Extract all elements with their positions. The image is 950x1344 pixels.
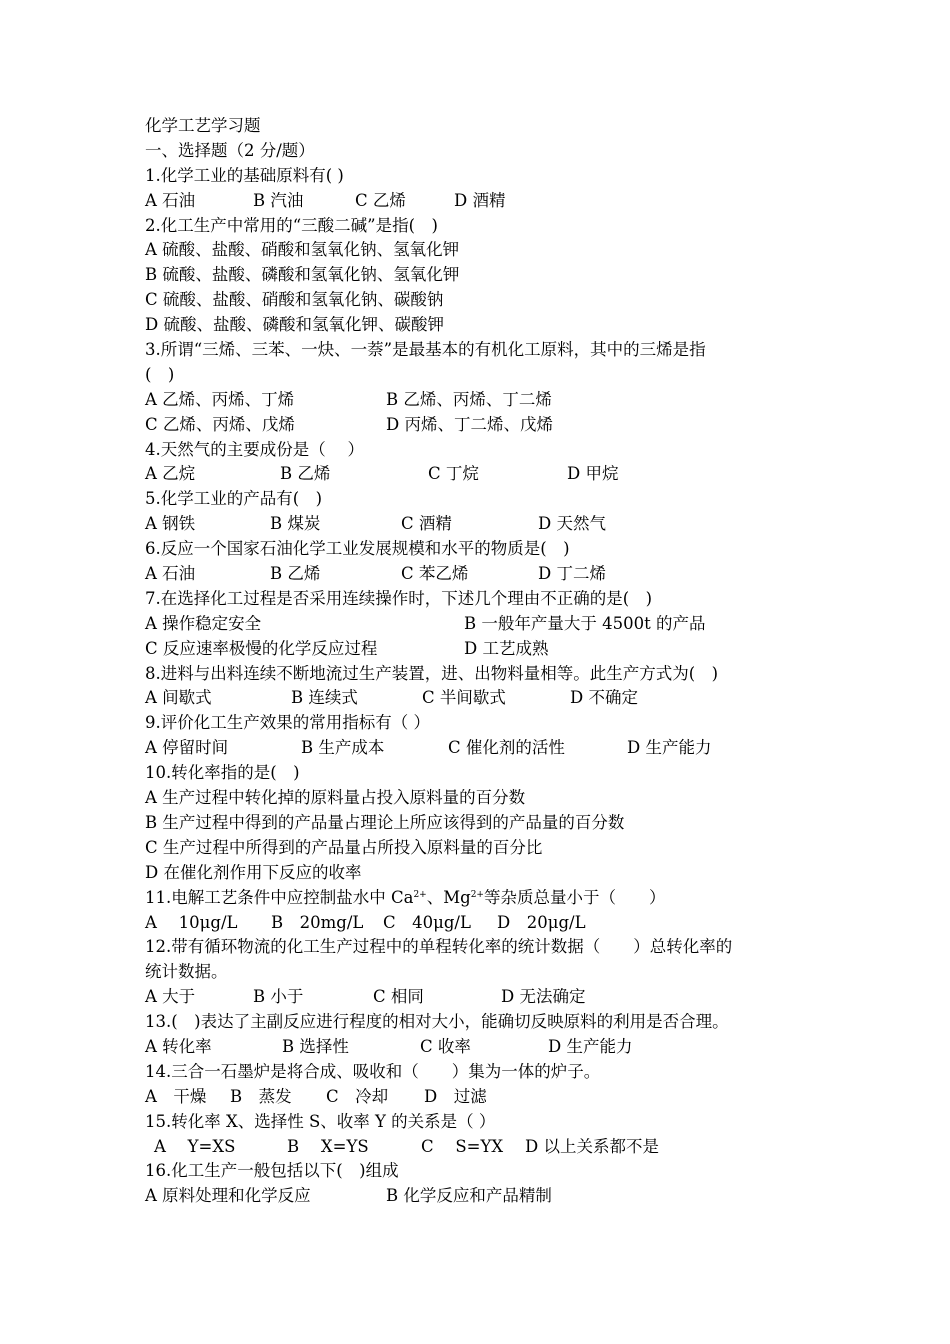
q16-option-b: B 化学反应和产品精制 bbox=[386, 1186, 552, 1206]
q2-option-d: D 硫酸、盐酸、磷酸和氢氧化钾、碳酸钾 bbox=[145, 315, 444, 335]
q7-option-b: B 一般年产量大于 4500t 的产品 bbox=[464, 613, 706, 633]
question-11-stem bbox=[145, 886, 825, 911]
q10-option-d: D 在催化剂作用下反应的收率 bbox=[145, 862, 362, 882]
question-5-options bbox=[145, 512, 825, 537]
question-1-stem: 1.化学工业的基础原料有( ) bbox=[145, 165, 344, 185]
q11-stem-part3: 等杂质总量小于（ ） bbox=[483, 887, 666, 907]
question-8-options bbox=[145, 686, 825, 711]
q1-option-d: D 酒精 bbox=[454, 190, 506, 210]
q15-option-b: B X=YS bbox=[287, 1136, 369, 1156]
question-7-stem: 7.在选择化工过程是否采用连续操作时，下述几个理由不正确的是( ) bbox=[145, 588, 653, 608]
q1-option-c: C 乙烯 bbox=[355, 190, 406, 210]
q13-option-d: D 生产能力 bbox=[548, 1036, 633, 1056]
question-1-options bbox=[145, 189, 825, 214]
question-15-options bbox=[145, 1135, 825, 1160]
question-16-options bbox=[145, 1184, 825, 1209]
q12-option-c: C 相同 bbox=[373, 987, 424, 1007]
q13-option-b: B 选择性 bbox=[282, 1036, 349, 1056]
question-9-stem: 9.评价化工生产效果的常用指标有（ ） bbox=[145, 713, 430, 733]
q16-option-a: A 原料处理和化学反应 bbox=[145, 1186, 311, 1206]
q7-option-a: A 操作稳定安全 bbox=[145, 613, 262, 633]
question-7-options-row1 bbox=[145, 612, 825, 637]
q8-option-d: D 不确定 bbox=[570, 688, 638, 708]
q11-stem-part1: 11.电解工艺条件中应控制盐水中 Ca bbox=[145, 887, 414, 907]
q3-option-a: A 乙烯、丙烯、丁烯 bbox=[145, 389, 295, 409]
q4-option-d: D 甲烷 bbox=[567, 464, 619, 484]
question-5-stem: 5.化学工业的产品有( ) bbox=[145, 489, 323, 509]
q5-option-b: B 煤炭 bbox=[270, 514, 321, 534]
q11-option-a: A 10μg/L bbox=[145, 912, 238, 932]
question-3-options-row1 bbox=[145, 388, 825, 413]
question-14-stem: 14.三合一石墨炉是将合成、吸收和（ ）集为一体的炉子。 bbox=[145, 1061, 601, 1081]
question-12-stem-cont: 统计数据。 bbox=[145, 962, 228, 982]
q15-option-d: D 以上关系都不是 bbox=[525, 1136, 659, 1156]
q4-option-a: A 乙烷 bbox=[145, 464, 196, 484]
q2-option-c: C 硫酸、盐酸、硝酸和氢氧化钠、碳酸钠 bbox=[145, 290, 444, 310]
question-8-stem: 8.进料与出料连续不断地流过生产装置，进、出物料量相等。此生产方式为( ) bbox=[145, 663, 719, 683]
q14-option-b: B 蒸发 bbox=[230, 1086, 292, 1106]
q9-option-a: A 停留时间 bbox=[145, 738, 229, 758]
q8-option-b: B 连续式 bbox=[291, 688, 358, 708]
question-15-stem: 15.转化率 X、选择性 S、收率 Y 的关系是（ ） bbox=[145, 1111, 496, 1131]
q9-option-c: C 催化剂的活性 bbox=[448, 738, 565, 758]
q2-option-b: B 硫酸、盐酸、磷酸和氢氧化钠、氢氧化钾 bbox=[145, 265, 460, 285]
question-6-stem: 6.反应一个国家石油化学工业发展规模和水平的物质是( ) bbox=[145, 539, 570, 559]
q3-option-d: D 丙烯、丁二烯、戊烯 bbox=[386, 414, 553, 434]
question-9-options bbox=[145, 736, 825, 761]
q15-option-a: A Y=XS bbox=[154, 1136, 236, 1156]
question-3-stem: 3.所谓“三烯、三苯、一炔、一萘”是最基本的有机化工原料，其中的三烯是指 bbox=[145, 340, 706, 360]
question-10-stem: 10.转化率指的是( ) bbox=[145, 763, 300, 783]
q15-option-c: C S=YX bbox=[421, 1136, 504, 1156]
q4-option-b: B 乙烯 bbox=[280, 464, 331, 484]
q6-option-a: A 石油 bbox=[145, 564, 196, 584]
q11-sup-mg: 2+ bbox=[470, 889, 484, 900]
q9-option-d: D 生产能力 bbox=[627, 738, 712, 758]
q5-option-c: C 酒精 bbox=[401, 514, 452, 534]
q12-option-a: A 大于 bbox=[145, 987, 196, 1007]
question-12-stem: 12.带有循环物流的化工生产过程中的单程转化率的统计数据（ ）总转化率的 bbox=[145, 937, 733, 957]
section-heading: 一、选择题（2 分/题） bbox=[145, 140, 315, 160]
q3-option-c: C 乙烯、丙烯、戊烯 bbox=[145, 414, 295, 434]
q10-option-b: B 生产过程中得到的产品量占理论上所应该得到的产品量的百分数 bbox=[145, 812, 625, 832]
question-11-options bbox=[145, 911, 825, 936]
question-13-stem: 13.( )表达了主副反应进行程度的相对大小，能确切反映原料的利用是否合理。 bbox=[145, 1012, 729, 1032]
q5-option-a: A 钢铁 bbox=[145, 514, 196, 534]
q2-option-a: A 硫酸、盐酸、硝酸和氢氧化钠、氢氧化钾 bbox=[145, 240, 460, 260]
question-16-stem: 16.化工生产一般包括以下( )组成 bbox=[145, 1161, 399, 1181]
q8-option-c: C 半间歇式 bbox=[422, 688, 506, 708]
document-content bbox=[145, 114, 825, 1209]
q6-option-d: D 丁二烯 bbox=[538, 564, 606, 584]
q14-option-a: A 干燥 bbox=[145, 1086, 207, 1106]
q13-option-a: A 转化率 bbox=[145, 1036, 212, 1056]
question-4-options bbox=[145, 462, 825, 487]
question-3-options-row2 bbox=[145, 413, 825, 438]
q4-option-c: C 丁烷 bbox=[428, 464, 479, 484]
q13-option-c: C 收率 bbox=[420, 1036, 471, 1056]
q10-option-a: A 生产过程中转化掉的原料量占投入原料量的百分数 bbox=[145, 788, 526, 808]
question-12-options bbox=[145, 985, 825, 1010]
question-14-options bbox=[145, 1085, 825, 1110]
q11-sup-ca: 2+ bbox=[413, 889, 427, 900]
q11-option-d: D 20μg/L bbox=[497, 912, 586, 932]
q14-option-d: D 过滤 bbox=[424, 1086, 487, 1106]
q11-stem-part2: 、Mg bbox=[426, 887, 471, 907]
q1-option-b: B 汽油 bbox=[253, 190, 304, 210]
q9-option-b: B 生产成本 bbox=[301, 738, 385, 758]
q1-option-a: A 石油 bbox=[145, 190, 196, 210]
q14-option-c: C 冷却 bbox=[326, 1086, 389, 1106]
q12-option-d: D 无法确定 bbox=[501, 987, 586, 1007]
q8-option-a: A 间歇式 bbox=[145, 688, 212, 708]
question-6-options bbox=[145, 562, 825, 587]
question-2-stem: 2.化工生产中常用的“三酸二碱”是指( ) bbox=[145, 215, 438, 235]
q12-option-b: B 小于 bbox=[253, 987, 304, 1007]
q10-option-c: C 生产过程中所得到的产品量占所投入原料量的百分比 bbox=[145, 837, 543, 857]
q7-option-d: D 工艺成熟 bbox=[464, 638, 549, 658]
q11-option-b: B 20mg/L bbox=[271, 912, 364, 932]
q11-option-c: C 40μg/L bbox=[383, 912, 471, 932]
q7-option-c: C 反应速率极慢的化学反应过程 bbox=[145, 638, 378, 658]
question-3-stem-cont: ( ) bbox=[145, 364, 175, 384]
doc-title: 化学工艺学习题 bbox=[145, 116, 261, 135]
question-7-options-row2 bbox=[145, 637, 825, 662]
q6-option-b: B 乙烯 bbox=[270, 564, 321, 584]
q5-option-d: D 天然气 bbox=[538, 514, 606, 534]
question-4-stem: 4.天然气的主要成份是（ ） bbox=[145, 439, 364, 459]
question-13-options bbox=[145, 1035, 825, 1060]
q6-option-c: C 苯乙烯 bbox=[401, 564, 469, 584]
q3-option-b: B 乙烯、丙烯、丁二烯 bbox=[386, 389, 552, 409]
